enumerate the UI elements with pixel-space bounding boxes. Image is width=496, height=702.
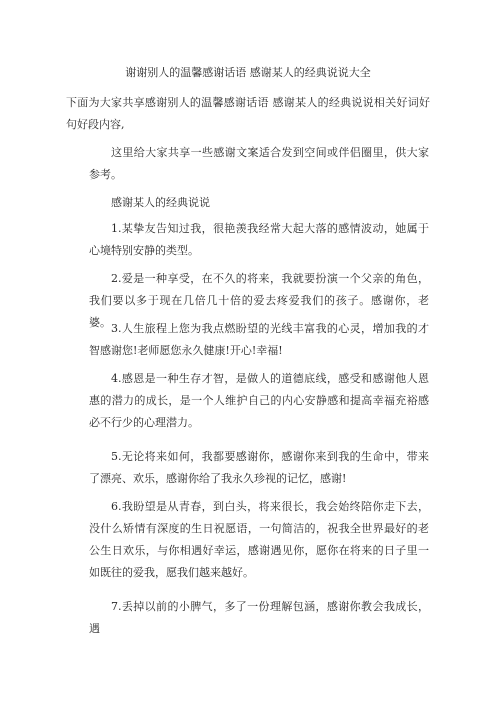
list-item: 5.无论将来如何，我都要感谢你，感谢你来到我的生命中，带来了漂亮、欢乐，感谢你给了我永久珍视的记忆，感谢! xyxy=(89,450,429,485)
intro-paragraph: 下面为大家共享感谢别人的温馨感谢话语 感谢某人的经典说说相关好词好句好段内容, xyxy=(66,96,430,131)
document-title: 谢谢别人的温馨感谢话语 感谢某人的经典说说大全 xyxy=(125,66,371,79)
list-item: 7.丢掉以前的小脾气，多了一份理解包涵，感谢你教会我成长，遇 xyxy=(89,600,429,635)
note-paragraph: 这里给大家共享一些感谢文案适合发到空间或伴侣圈里，供大家参考。 xyxy=(89,146,429,181)
list-item: 2.爱是一种享受，在不久的将来，我就要扮演一个父亲的角色，我们要以多于现在几倍几十倍的爱去疼爱我们的孩子。感谢你，老婆。 xyxy=(89,272,429,329)
section-heading: 感谢某人的经典说说 xyxy=(111,196,210,209)
list-item: 4.感恩是一种生存才智，是做人的道德底线，感受和感谢他人恩惠的潜力的成长，是一个人维护自己的内心安静感和提高幸福充裕感必不行少的心理潜力。 xyxy=(89,372,429,429)
list-item: 3.人生旅程上您为我点燃盼望的光线丰富我的心灵，增加我的才智感谢您!老师愿您永久健康!开心!幸福! xyxy=(89,322,429,357)
list-item: 6.我盼望是从青春，到白头，将来很长，我会始终陪你走下去，没什么矫情有深度的生日祝愿语，一句简洁的，祝我全世界最好的老公生日欢乐，与你相遇好幸运，感谢遇见你，愿你在将来的日子里一如既往的爱我，愿我们越来越好。 xyxy=(89,500,429,579)
list-item: 1.某挚友告知过我，很艳羡我经常大起大落的感情波动，她属于心境特别安静的类型。 xyxy=(89,222,429,257)
